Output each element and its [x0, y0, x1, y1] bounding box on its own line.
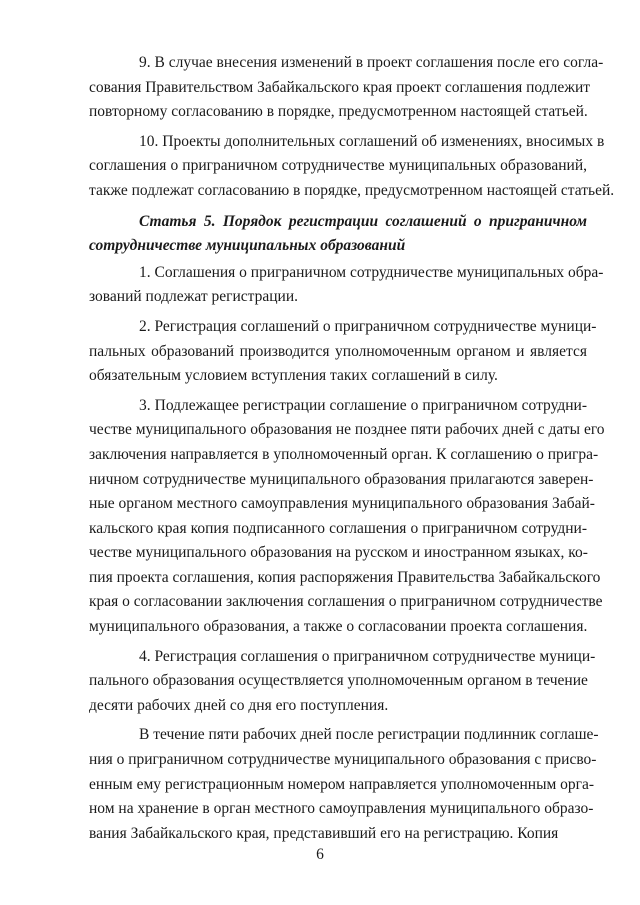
paragraph: [89, 645, 596, 719]
text-line: обязательным условием вступления таких соглашений в силу.: [89, 367, 498, 385]
text-line: ничном сотрудничестве муниципального образования прилагаются заверен-: [89, 470, 594, 488]
text-line: 3. Подлежащее регистрации соглашение о приграничном сотрудни-: [139, 396, 587, 414]
text-line: пальных образований производится уполномоченным органом и является: [89, 342, 587, 360]
text-line: повторному согласованию в порядке, предусмотренном настоящей статьей.: [89, 103, 588, 121]
text-line: честве муниципального образования на русском и иностранном языках, ко-: [89, 544, 588, 562]
text-line: сотрудничестве муниципальных образований: [89, 237, 406, 255]
text-line: сования Правительством Забайкальского края проект соглашения подлежит: [89, 78, 591, 96]
text-line: честве муниципального образования не позднее пяти рабочих дней с даты его: [89, 421, 605, 439]
text-line: десяти рабочих дней со дня его поступления.: [89, 696, 389, 714]
text-line: ния о приграничном сотрудничестве муниципального образования с присво-: [89, 751, 597, 769]
paragraph: [89, 315, 597, 389]
document-body: [89, 51, 615, 846]
text-line: Статья 5. Порядок регистрации соглашений о приграничном: [139, 212, 587, 230]
text-line: кальского края копия подписанного соглашения о приграничном сотрудни-: [89, 519, 587, 537]
document-content: [89, 51, 615, 846]
text-line: пального образования осуществляется уполномоченным органом в течение: [89, 672, 588, 690]
text-line: ном на хранение в орган местного самоуправления муниципального образо-: [89, 800, 594, 818]
paragraph: [89, 723, 599, 846]
page-number: 6: [316, 846, 324, 863]
text-line: 9. В случае внесения изменений в проект соглашения после его согла-: [139, 54, 604, 71]
text-line: заключения направляется в уполномоченный орган. К соглашению о пригра-: [89, 445, 599, 463]
text-line: соглашения о приграничном сотрудничестве муниципальных образований,: [89, 157, 587, 175]
text-line: муниципального образования, а также о согласовании проекта соглашения.: [89, 618, 588, 636]
text-line: 2. Регистрация соглашений о приграничном сотрудничестве муници-: [139, 317, 597, 335]
text-line: также подлежат согласованию в порядке, предусмотренном настоящей статьей.: [89, 181, 615, 199]
paragraph: [89, 130, 615, 204]
text-line: енным ему регистрационным номером направляется уполномоченным орга-: [89, 775, 595, 793]
text-line: зований подлежат регистрации.: [89, 288, 298, 306]
text-line: 1. Соглашения о приграничном сотрудничестве муниципальных обра-: [139, 263, 604, 281]
paragraph: [89, 394, 605, 640]
article-heading: [89, 210, 587, 259]
text-line: края о согласовании заключения соглашения о приграничном сотрудничестве: [89, 593, 603, 611]
text-line: 10. Проекты дополнительных соглашений об изменениях, вносимых в: [139, 132, 605, 150]
paragraph: [89, 261, 604, 310]
text-line: вания Забайкальского края, представивший его на регистрацию. Копия: [89, 824, 559, 842]
paragraph: [89, 51, 604, 125]
text-line: ные органом местного самоуправления муниципального образования Забай-: [89, 495, 595, 513]
text-line: пия проекта соглашения, копия распоряжения Правительства Забайкальского: [89, 568, 601, 586]
text-line: 4. Регистрация соглашения о приграничном сотрудничестве муници-: [139, 647, 596, 665]
text-line: В течение пяти рабочих дней после регистрации подлинник соглаше-: [139, 726, 599, 744]
